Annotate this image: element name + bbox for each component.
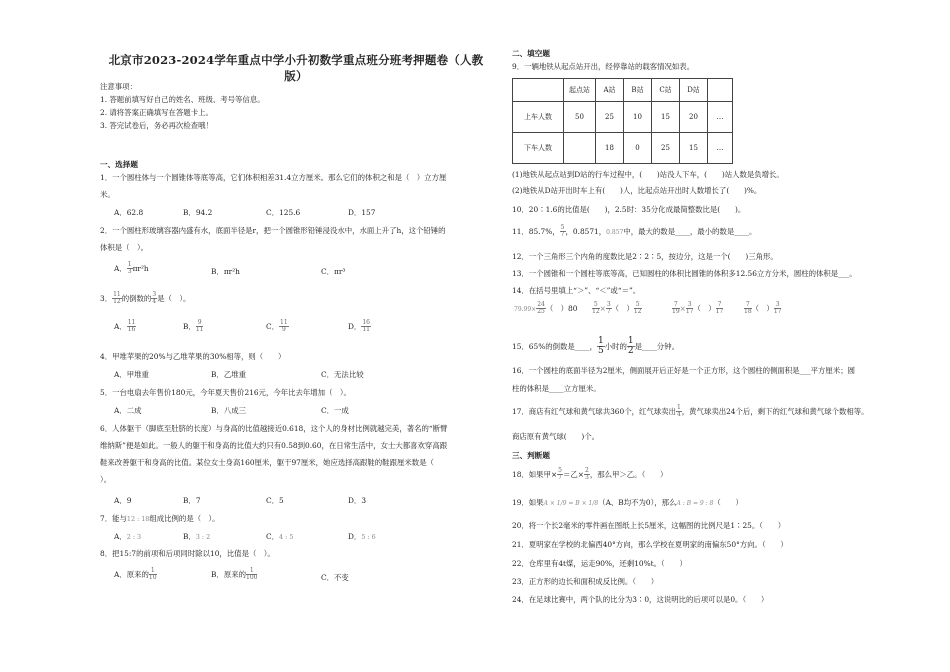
table-header: D站 <box>680 79 708 102</box>
table-row-label: 上车人数 <box>513 102 564 133</box>
table-cell: … <box>708 133 733 164</box>
option-b[interactable]: B．乙堆重 <box>211 370 246 379</box>
question-5-stem: 5．一台电扇去年售价180元，今年夏天售价216元，今年比去年增加（ ）。 <box>100 388 351 397</box>
question-12: 12．一个三角形三个内角的度数比是2∶2∶5，按边分，这是一个( )三角形。 <box>512 252 778 261</box>
question-1-stem: 1．一个圆柱体与一个圆锥体等底等高，它们体积相差31.4立方厘米。那么它们的体积之和是（ ）立方厘 <box>100 173 447 182</box>
question-2-stem-cont: 体积是（ ）。 <box>100 243 149 252</box>
question-17-cont: 商店原有黄气球( )个。 <box>512 432 600 441</box>
question-9-stem: 9．一辆地铁从起点站开出，经停靠站的载客情况如表。 <box>512 62 695 71</box>
question-23: 23．正方形的边长和面积成反比例。（ ） <box>512 577 659 586</box>
table-header <box>708 79 733 102</box>
table-header: C站 <box>652 79 680 102</box>
compare-item: $\frac{5}{12}$ × $\frac{3}{7}$ （ ） $\frac{5}{12}$ <box>592 301 642 316</box>
question-9-sub1: (1)地铁从起点站到D站的行车过程中，( )站没人下车，( )站人数是负增长。 <box>512 170 784 179</box>
question-2-stem: 2．一个圆柱形玻璃容器内盛有水，底面半径是r，把一个圆锥形铅锤浸没水中，水面上升了h，这个铅锤的 <box>100 226 446 235</box>
option-c[interactable]: C．4 : 5 <box>266 532 294 541</box>
option-d[interactable]: D． $\frac{16}{11}$ <box>348 319 370 334</box>
question-22: 22．仓库里有4t煤，运走90%，还剩10%t。（ ） <box>512 559 687 568</box>
option-a[interactable]: A．9 <box>114 496 132 505</box>
option-d[interactable]: D．5 : 6 <box>348 532 376 541</box>
passenger-table <box>512 78 733 164</box>
notice-item: 2. 请将答案正确填写在答题卡上。 <box>100 108 213 117</box>
table-cell: … <box>708 102 733 133</box>
table-cell: 18 <box>596 133 624 164</box>
question-24: 24．在足球比赛中，两个队的比分为3∶0，这说明比的后项可以是0。（ ） <box>512 595 769 604</box>
table-cell: 15 <box>680 133 708 164</box>
option-a[interactable]: A．二成 <box>114 406 142 415</box>
compare-item: $\frac{7}{19}$ × $\frac{3}{17}$ （ ） $\frac{7}{17}$ <box>672 301 724 316</box>
question-7-stem: 7．能与12 : 18组成比例的是（ ）。 <box>100 514 220 523</box>
option-c[interactable]: C．125.6 <box>266 208 301 217</box>
question-18: 18．如果甲× $\frac{5}{7}$ ＝乙× $\frac{2}{3}$ ，那么甲＞乙。（ ） <box>512 467 668 482</box>
option-c[interactable]: C．一成 <box>321 406 349 415</box>
question-10: 10．20∶1.6的比值是( )，2.5时：35分化成最简整数比是( )。 <box>512 205 746 214</box>
table-cell: 50 <box>564 102 596 133</box>
table-row-label: 下车人数 <box>513 133 564 164</box>
option-a[interactable]: A． $\frac{1}{3}$ πr²h <box>114 261 149 276</box>
question-11: 11．85.7%， $\frac{5}{7}$ ，0.8571，0.857中，最大的数是____，最小的数是____。 <box>512 224 757 239</box>
notice-item: 1. 答题前填写好自己的姓名、班级、考号等信息。 <box>100 95 265 104</box>
question-19: 19．如果A × 1/9 = B × 1/8（A、B均不为0），那么A : B = 9 : 8（ ） <box>512 498 743 507</box>
table-corner <box>513 79 564 102</box>
section-heading: 二、填空题 <box>512 49 550 58</box>
option-c[interactable]: C．无法比较 <box>321 370 364 379</box>
option-c[interactable]: C． $\frac{11}{9}$ <box>266 319 288 334</box>
option-b[interactable]: B．八成三 <box>211 406 246 415</box>
question-3-stem: 3． $\frac{11}{12}$ 的倒数的 $\frac{3}{4}$ 是（ ）。 <box>100 291 191 306</box>
fraction: $\frac{1}{3}$ <box>127 261 132 276</box>
table-header: 起点站 <box>564 79 596 102</box>
question-6-stem: 6．人体躯干（脚底至肚脐的长度）与身高的比值越接近0.618，这个人的身材比例就越完美，著名的“断臂 <box>100 424 448 433</box>
table-header: A站 <box>596 79 624 102</box>
table-cell: 0 <box>624 133 652 164</box>
option-c[interactable]: C．πr³ <box>321 267 346 276</box>
option-c[interactable]: C．不变 <box>321 573 349 582</box>
section-heading: 三、判断题 <box>512 451 550 460</box>
question-17: 17．商店有红气球和黄气球共360个，红气球卖出 $\frac{1}{4}$ ，黄气球卖出24个后，剩下的红气球和黄气球个数相等。 <box>512 404 869 419</box>
question-14-stem: 14．在括号里填上“＞”、“＜”或“＝”。 <box>512 286 641 295</box>
option-a[interactable]: A．2 : 3 <box>114 532 142 541</box>
question-15: 15．65%的倒数是____， $\frac{1}{5}$ 小时的 $\frac{1}{2}$ 是____分钟。 <box>512 336 679 357</box>
question-13: 13．一个圆锥和一个圆柱等底等高，已知圆柱的体积比圆锥的体积多12.56立方分米，圆柱的体积是___。 <box>512 269 857 278</box>
compare-item: $\frac{7}{18}$ （ ） $\frac{3}{17}$ <box>744 301 782 316</box>
option-b[interactable]: B．7 <box>183 496 201 505</box>
option-a[interactable]: A． $\frac{11}{16}$ <box>114 319 136 334</box>
table-cell: 25 <box>596 102 624 133</box>
option-b[interactable]: B．3 : 2 <box>183 532 211 541</box>
table-cell: 15 <box>652 102 680 133</box>
question-16: 16．一个圆柱的底面半径为2厘米，侧面展开后正好是一个正方形，这个圆柱的侧面积是___平方厘米；圆 <box>512 366 855 375</box>
option-b[interactable]: B． $\frac{9}{11}$ <box>183 319 204 334</box>
section-heading: 一、选择题 <box>100 160 138 169</box>
table-header: B站 <box>624 79 652 102</box>
question-6-stem-cont: 维纳斯”便是如此。一般人的躯干和身高的比值大约只有0.58到0.60，在日常生活中，女士大都喜欢穿高跟 <box>100 441 448 450</box>
notice-item: 3. 答完试卷后，务必再次检查哦！ <box>100 121 213 130</box>
option-b[interactable]: B．原来的 $\frac{1}{100}$ <box>211 567 258 582</box>
table-cell <box>564 133 596 164</box>
question-6-stem-cont: 鞋来改善躯干和身高的比值。某位女士身高160厘米，躯干97厘米，她应选择高跟鞋的鞋跟厘米数是（ <box>100 458 434 467</box>
page-title: 北京市2023-2024学年重点中学小升初数学重点班分班考押题卷（人教版） <box>108 53 484 83</box>
option-d[interactable]: D．157 <box>348 208 376 217</box>
question-21: 21．夏明家在学校的北偏西40°方向，那么学校在夏明家的南偏东50°方向。（ ） <box>512 540 788 549</box>
option-b[interactable]: B．94.2 <box>183 208 213 217</box>
question-1-stem-cont: 米。 <box>100 190 115 199</box>
table-cell: 10 <box>624 102 652 133</box>
option-a[interactable]: A．62.8 <box>114 208 144 217</box>
table-cell: 25 <box>652 133 680 164</box>
question-9-sub2: (2)地铁从D站开出时车上有( )人，比起点站开出时人数增长了( )%。 <box>512 186 762 195</box>
compare-item: 79.99× $\frac{24}{25}$ （ ）80 <box>514 301 578 316</box>
table-cell: 20 <box>680 102 708 133</box>
option-a[interactable]: A．甲堆重 <box>114 370 149 379</box>
option-b[interactable]: B．πr²h <box>211 267 240 276</box>
question-4-stem: 4．甲堆苹果的20%与乙堆苹果的30%相等，则（ ） <box>100 352 286 361</box>
question-8-stem: 8．把15:7的前项和后项同时除以10，比值是（ ）。 <box>100 549 275 558</box>
question-20: 20．将一个长2毫米的零件画在图纸上长5厘米，这幅图的比例尺是1∶25。（ ） <box>512 521 786 530</box>
option-c[interactable]: C．5 <box>266 496 284 505</box>
question-16-cont: 柱的体积是____立方厘米。 <box>512 384 601 393</box>
notice-heading: 注意事项： <box>100 82 137 91</box>
option-d[interactable]: D．3 <box>348 496 367 505</box>
option-a[interactable]: A．原来的 $\frac{1}{10}$ <box>114 567 157 582</box>
question-6-stem-cont: ）。 <box>100 475 112 484</box>
